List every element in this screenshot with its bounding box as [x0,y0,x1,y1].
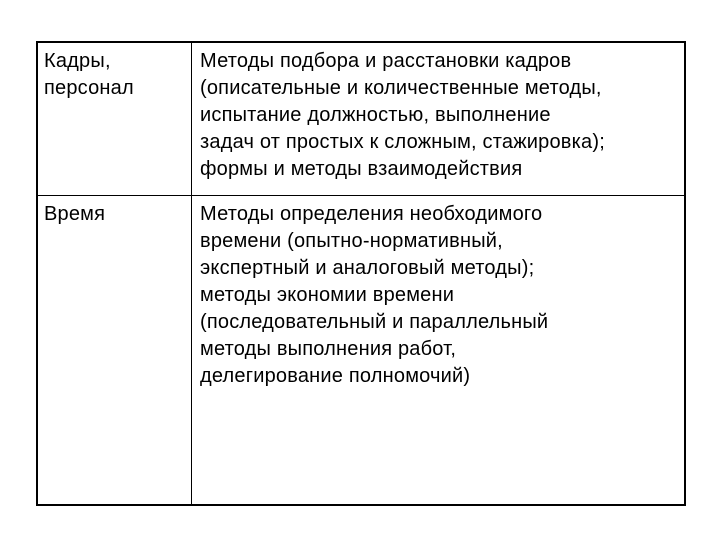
row-1-label-line: Кадры, [44,50,111,72]
row-2-content-line: времени (опытно-нормативный, [200,230,503,252]
row-1-content-cell [200,48,605,183]
row-2-content-line: делегирование полномочий) [200,365,471,387]
row-1-content-line: задач от простых к сложным, стажировка); [200,131,605,153]
row-2-label-cell [44,201,105,228]
row-1-content-line: Методы подбора и расстановки кадров [200,50,572,72]
row-1-content-line: формы и методы взаимодействия [200,158,523,180]
column-divider [191,41,192,506]
row-1-content-line: (описательные и количественные методы, [200,77,602,99]
row-1-label-line: персонал [44,77,134,99]
row-2-content-line: методы экономии времени [200,284,455,306]
row-divider [36,195,686,196]
row-1-label-cell [44,48,134,102]
row-2-content-line: (последовательный и параллельный [200,311,549,333]
row-2-content-line: экспертный и аналоговый методы); [200,257,535,279]
row-2-content-line: Методы определения необходимого [200,203,543,225]
row-2-content-line: методы выполнения работ, [200,338,457,360]
row-2-label-line: Время [44,203,106,225]
row-1-content-line: испытание должностью, выполнение [200,104,551,126]
row-2-content-cell [200,201,548,390]
